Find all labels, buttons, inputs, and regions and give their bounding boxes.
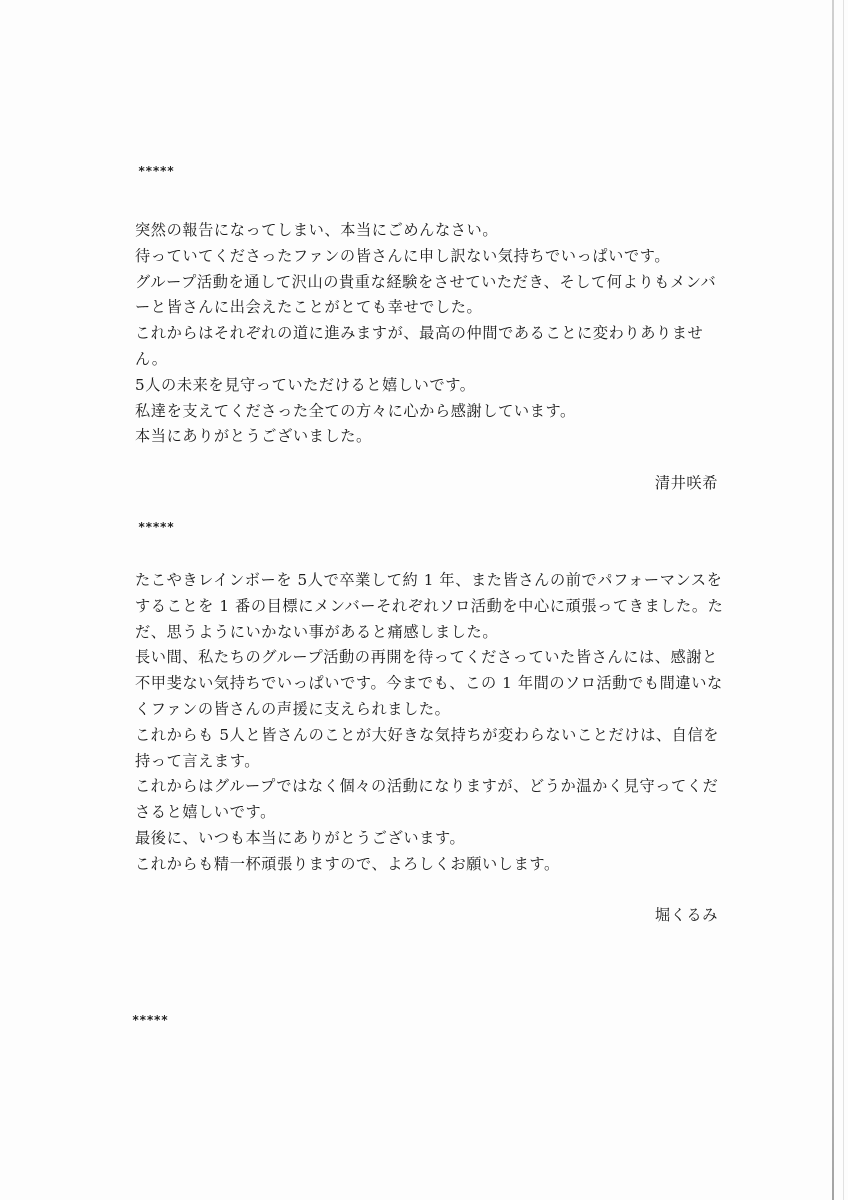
message-1 [135, 218, 725, 450]
message-2-line: 最後に、いつも本当にありがとうございます。 [135, 828, 466, 847]
message-2-line: これからも精一杯頑張りますので、よろしくお願いします。 [135, 854, 560, 873]
message-1-line: 突然の報告になってしまい、本当にごめんなさい。 [135, 221, 499, 239]
separator-3: ***** [132, 1013, 169, 1027]
message-1-line: これからはそれぞれの道に進みますが、最高の仲間であることに変わりありません。 [135, 324, 704, 368]
message-1-line: 待っていてくださったファンの皆さんに申し訳ない気持ちでいっぱいです。 [135, 246, 671, 265]
separator-1: ***** [138, 164, 175, 178]
message-2-line: たこやきレインボーを 5人で卒業して約 1 年、また皆さんの前でパフォーマンスをすることを 1 番の目標にメンバーそれぞれソロ活動を中心に頑張ってきました。ただ、思うようにいかない事があると痛感しました。 [135, 571, 724, 641]
message-1-line: グループ活動を通して沢山の貴重な経験をさせていただき、そして何よりもメンバーと皆さんに出会えたことがとても幸せでした。 [135, 272, 717, 317]
message-1-line: 本当にありがとうございました。 [135, 427, 372, 446]
message-2-line: これからはグループではなく個々の活動になりますが、どうか温かく見守ってくださると嬉しいです。 [135, 777, 719, 822]
message-1-line: 私達を支えてくださった全ての方々に心から感謝しています。 [135, 401, 576, 420]
signature-1: 清井咲希 [654, 474, 718, 492]
message-2-line: これからも 5人と皆さんのことが大好きな気持ちが変わらないことだけは、自信を持って言えます。 [135, 725, 720, 770]
message-2-line: 長い間、私たちのグループ活動の再開を待ってくださっていた皆さんには、感謝と不甲斐ない気持ちでいっぱいです。今までも、この 1 年間のソロ活動でも間違いなくファンの皆さんの声援に支えられました。 [135, 648, 723, 718]
scan-edge-secondary [843, 0, 844, 1200]
signature-2: 堀くるみ [654, 906, 718, 924]
message-1-line: 5人の未来を見守っていただけると嬉しいです。 [135, 375, 476, 394]
message-2 [135, 568, 725, 878]
separator-2: ***** [138, 520, 175, 534]
scan-edge [832, 0, 834, 1200]
